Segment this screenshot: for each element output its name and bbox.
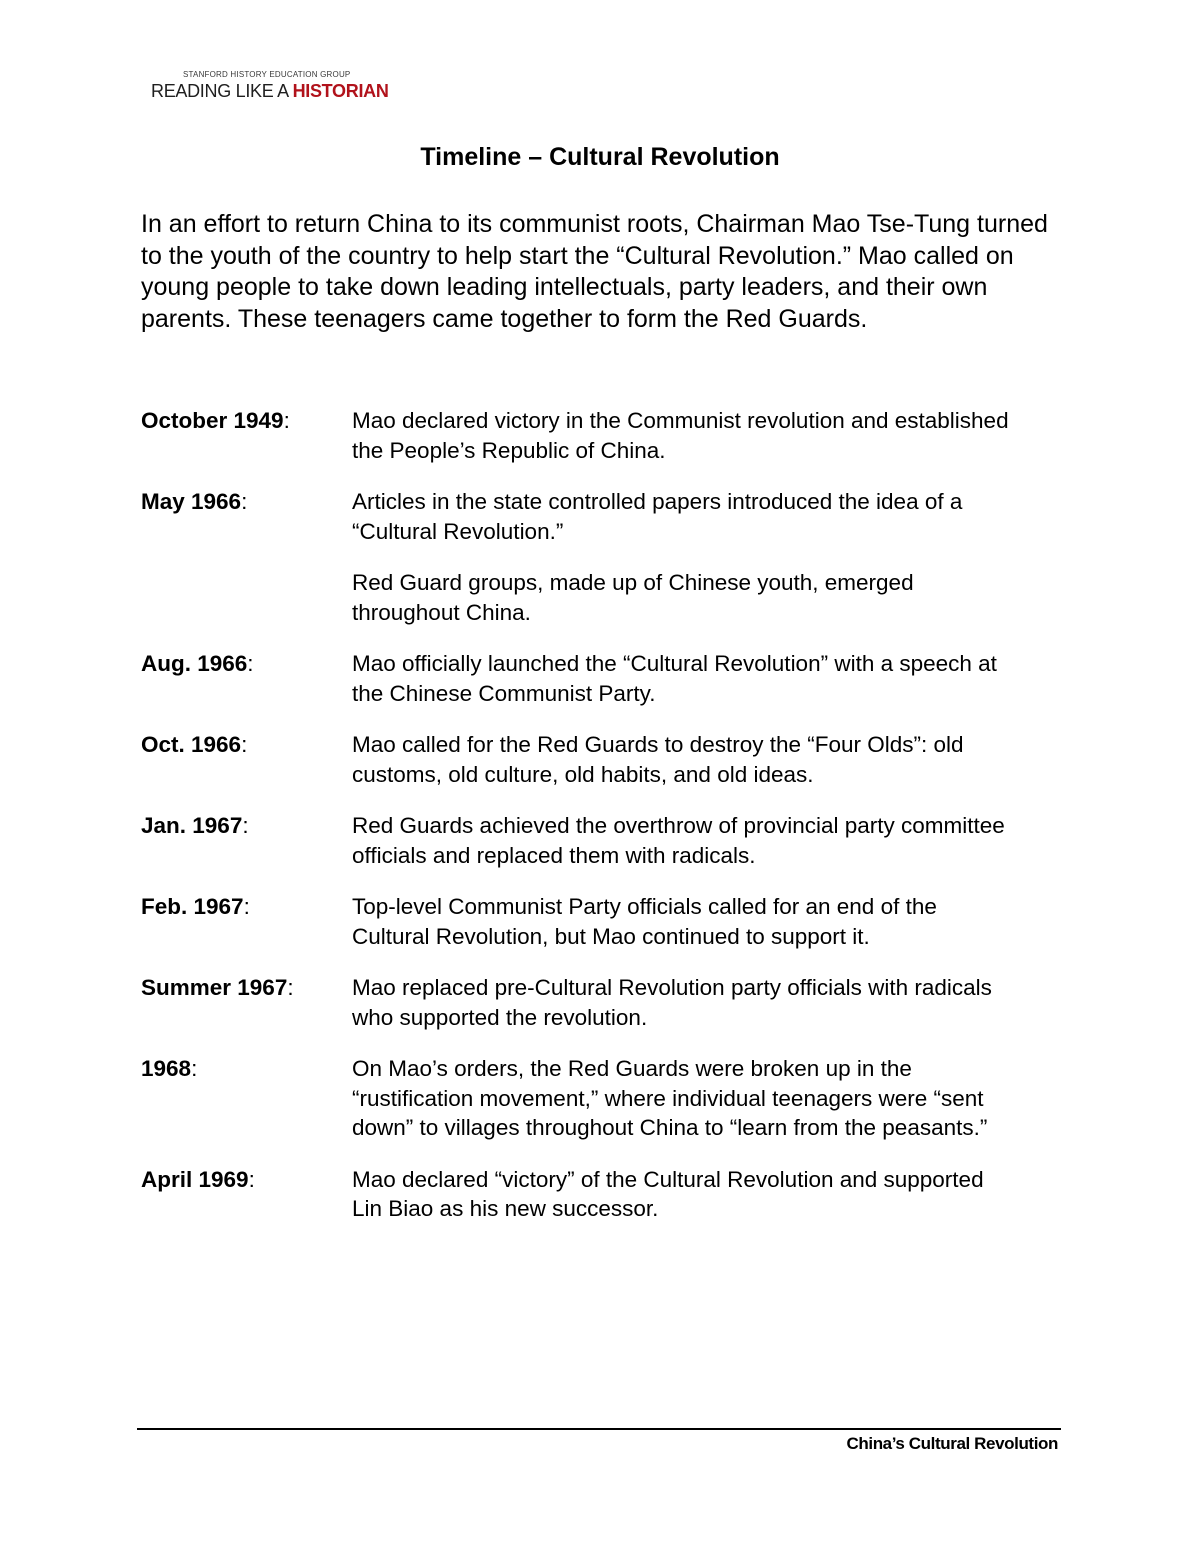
logo-wordmark-part1: READING LIKE A — [151, 81, 293, 101]
timeline-entry — [141, 649, 1041, 708]
timeline-date: Aug. 1966: — [141, 651, 254, 676]
timeline-description-paragraph: Red Guards achieved the overthrow of provincial party committee officials and replaced them with radicals. — [352, 813, 1005, 868]
timeline-description — [352, 973, 1012, 1032]
timeline-entry — [141, 811, 1041, 870]
timeline-date-text: Feb. 1967 — [141, 894, 244, 919]
timeline-entry — [141, 892, 1041, 951]
timeline-entry — [141, 973, 1041, 1032]
timeline-entry — [141, 487, 1041, 627]
timeline-date: Feb. 1967: — [141, 894, 250, 919]
timeline-entry — [141, 406, 1041, 465]
page-title: Timeline – Cultural Revolution — [420, 143, 780, 171]
timeline-entry — [141, 1165, 1041, 1224]
timeline-description-paragraph: Red Guard groups, made up of Chinese youth, emerged throughout China. — [352, 570, 914, 625]
timeline-list — [141, 406, 1041, 1246]
timeline-date-text: Oct. 1966 — [141, 732, 242, 757]
timeline-date-text: Aug. 1966 — [141, 651, 248, 676]
timeline-description-paragraph: On Mao’s orders, the Red Guards were broken up in the “rustification movement,” where individual teenagers were “sent down” to villages throughout China to “learn from the peasants.” — [352, 1056, 988, 1140]
timeline-description — [352, 406, 1012, 465]
timeline-date-text: May 1966 — [141, 489, 242, 514]
intro-paragraph: In an effort to return China to its communist roots, Chairman Mao Tse-Tung turned to the youth of the country to help start the “Cultural Revolution.” Mao called on young people to take down leading intellectuals, party leaders, and their own parents. These teenagers came together to form the Red Guards. — [141, 210, 1048, 333]
timeline-entry — [141, 730, 1041, 789]
logo-wordmark — [151, 81, 389, 102]
timeline-date: October 1949: — [141, 408, 290, 433]
footer-title: China’s Cultural Revolution — [846, 1434, 1058, 1453]
timeline-date-text: 1968 — [141, 1056, 192, 1081]
timeline-description — [352, 892, 1012, 951]
timeline-entry — [141, 1054, 1041, 1143]
timeline-description-paragraph: Mao called for the Red Guards to destroy the “Four Olds”: old customs, old culture, old habits, and old ideas. — [352, 732, 964, 787]
timeline-date-text: Jan. 1967 — [141, 813, 243, 838]
timeline-description — [352, 730, 1012, 789]
timeline-description-paragraph: Articles in the state controlled papers introduced the idea of a “Cultural Revolution.” — [352, 489, 963, 544]
timeline-description — [352, 649, 1012, 708]
timeline-date: 1968: — [141, 1056, 198, 1081]
timeline-date: April 1969: — [141, 1166, 255, 1192]
timeline-description-paragraph: Mao officially launched the “Cultural Revolution” with a speech at the Chinese Communist Party. — [352, 651, 997, 706]
logo-org-name: STANFORD HISTORY EDUCATION GROUP — [183, 70, 351, 79]
timeline-description-paragraph: Mao declared “victory” of the Cultural Revolution and supported Lin Biao as his new successor. — [352, 1166, 984, 1221]
logo-wordmark-part2: HISTORIAN — [292, 81, 389, 101]
timeline-date: Jan. 1967: — [141, 813, 249, 838]
timeline-description-paragraph: Mao replaced pre-Cultural Revolution party officials with radicals who supported the revolution. — [352, 975, 992, 1030]
timeline-date: Summer 1967: — [141, 975, 294, 1000]
timeline-date-text: April 1969 — [141, 1166, 249, 1192]
timeline-date: May 1966: — [141, 489, 248, 514]
timeline-description-paragraph: Top-level Communist Party officials called for an end of the Cultural Revolution, but Mao continued to support it. — [352, 894, 937, 949]
timeline-date-text: October 1949 — [141, 408, 284, 433]
timeline-description — [352, 487, 1012, 627]
timeline-description — [352, 1054, 1012, 1143]
sheg-logo — [150, 68, 390, 108]
footer-divider — [137, 1428, 1061, 1430]
timeline-description-paragraph: Mao declared victory in the Communist revolution and established the People’s Republic of China. — [352, 408, 1009, 463]
timeline-date: Oct. 1966: — [141, 732, 248, 757]
timeline-date-text: Summer 1967 — [141, 975, 288, 1000]
timeline-description — [352, 811, 1012, 870]
timeline-description — [352, 1165, 1012, 1224]
